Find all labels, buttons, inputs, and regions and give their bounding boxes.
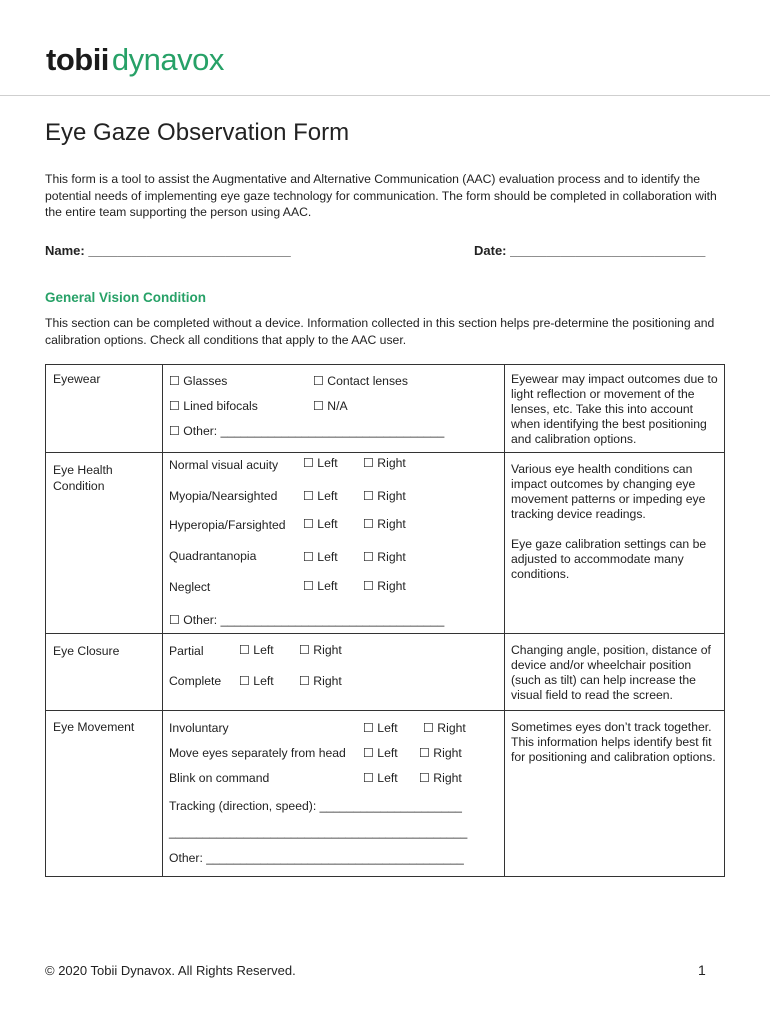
checkbox-left[interactable]: ☐ Left — [303, 517, 338, 531]
closure-item-name: Partial — [169, 644, 204, 658]
tracking-field[interactable]: Tracking (direction, speed): _____________________ — [169, 799, 462, 813]
checkbox-left[interactable]: ☐ Left — [363, 746, 398, 760]
section-description: This section can be completed without a device. Information collected in this section helps pre-determine the positioning and calibration options. Check all conditions that apply to the AAC user. — [45, 316, 715, 347]
section-title: General Vision Condition — [45, 290, 207, 305]
row-label-eye-closure: Eye Closure — [53, 644, 120, 658]
note-calibration: Eye gaze calibration settings can be adjusted to accommodate many conditions. — [511, 537, 707, 581]
logo-text-dynavox: dynavox — [111, 42, 224, 77]
tracking-field-line[interactable]: ____________________________________________ — [169, 825, 468, 839]
checkbox-right[interactable]: ☐ Right — [363, 489, 406, 503]
checkbox-na[interactable]: ☐ N/A — [313, 399, 348, 413]
health-item-name: Normal visual acuity — [169, 458, 279, 472]
checkbox-right[interactable]: ☐ Right — [299, 643, 342, 657]
checkbox-left[interactable]: ☐ Left — [239, 643, 274, 657]
closure-item-name: Complete — [169, 674, 222, 688]
table-divider-col2 — [504, 364, 505, 877]
movement-item-name: Involuntary — [169, 721, 229, 735]
checkbox-right[interactable]: ☐ Right — [419, 746, 462, 760]
movement-item-name: Blink on command — [169, 771, 270, 785]
checkbox-right[interactable]: ☐ Right — [419, 771, 462, 785]
checkbox-right[interactable]: ☐ Right — [363, 517, 406, 531]
note-eye-movement: Sometimes eyes don’t track together. This information helps identify best fit for positioning and calibration options. — [511, 720, 716, 764]
page-title: Eye Gaze Observation Form — [45, 119, 350, 146]
checkbox-right[interactable]: ☐ Right — [363, 456, 406, 470]
health-item-name: Hyperopia/Farsighted — [169, 518, 286, 532]
health-item-name: Quadrantanopia — [169, 549, 257, 563]
name-field[interactable]: Name: ____________________________ — [45, 243, 291, 258]
health-item-name: Neglect — [169, 580, 211, 594]
footer-copyright: © 2020 Tobii Dynavox. All Rights Reserved. — [45, 963, 296, 978]
checkbox-right[interactable]: ☐ Right — [299, 674, 342, 688]
date-field[interactable]: Date: ___________________________ — [474, 243, 706, 258]
page-number: 1 — [698, 962, 706, 978]
checkbox-left[interactable]: ☐ Left — [303, 550, 338, 564]
checkbox-left[interactable]: ☐ Left — [239, 674, 274, 688]
row-label-eye-movement: Eye Movement — [53, 720, 135, 734]
checkbox-left[interactable]: ☐ Left — [303, 456, 338, 470]
note-eye-health: Various eye health conditions can impact outcomes by changing eye movement patterns or impeding eye tracking device readings. — [511, 462, 706, 521]
checkbox-lined-bifocals[interactable]: ☐ Lined bifocals — [169, 399, 258, 413]
note-eyewear: Eyewear may impact outcomes due to light reflection or movement of the lenses, etc. Take this into account when identifying the best positioning and calibration options. — [511, 372, 718, 446]
table-divider-row3 — [45, 710, 725, 711]
health-item-name: Myopia/Nearsighted — [169, 489, 278, 503]
movement-other-field[interactable]: Other: ______________________________________ — [169, 851, 464, 865]
row-label-eye-health: Eye Health Condition — [53, 463, 113, 493]
checkbox-left[interactable]: ☐ Left — [363, 771, 398, 785]
checkbox-glasses[interactable]: ☐ Glasses — [169, 374, 228, 388]
checkbox-eyewear-other[interactable]: ☐ Other: _________________________________ — [169, 424, 445, 438]
table-divider-col1 — [162, 364, 163, 877]
brand-logo — [46, 42, 224, 78]
table-divider-row1 — [45, 452, 725, 453]
table-divider-row2 — [45, 633, 725, 634]
checkbox-left[interactable]: ☐ Left — [363, 721, 398, 735]
checkbox-right[interactable]: ☐ Right — [363, 579, 406, 593]
header-divider — [0, 95, 770, 96]
checkbox-right[interactable]: ☐ Right — [423, 721, 466, 735]
checkbox-right[interactable]: ☐ Right — [363, 550, 406, 564]
movement-item-name: Move eyes separately from head — [169, 746, 346, 760]
note-eye-closure: Changing angle, position, distance of device and/or wheelchair position (such as tilt) can help increase the visual field to read the screen. — [511, 643, 711, 702]
intro-paragraph: This form is a tool to assist the Augmentative and Alternative Communication (AAC) evaluation process and to identify the potential needs of implementing eye gaze technology for communication. The form should be completed in collaboration with the entire team supporting the person using AAC. — [45, 172, 717, 219]
checkbox-left[interactable]: ☐ Left — [303, 489, 338, 503]
checkbox-left[interactable]: ☐ Left — [303, 579, 338, 593]
checkbox-contact-lenses[interactable]: ☐ Contact lenses — [313, 374, 408, 388]
checkbox-health-other[interactable]: ☐ Other: _________________________________ — [169, 613, 445, 627]
row-label-eyewear: Eyewear — [53, 372, 101, 386]
logo-text-tobii: tobii — [46, 42, 109, 77]
